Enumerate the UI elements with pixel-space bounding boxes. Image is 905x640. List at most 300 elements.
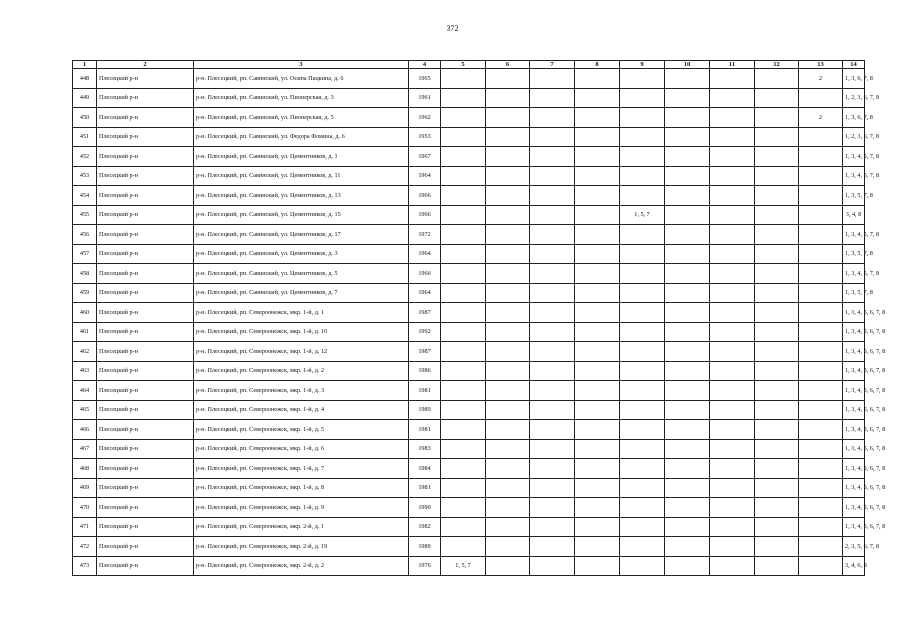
district-cell: Плесецкий р-н	[97, 127, 194, 147]
row-number: 448	[73, 69, 97, 89]
col12-cell	[755, 361, 799, 381]
col13-cell	[799, 556, 843, 576]
table-row	[73, 225, 865, 245]
col5-cell	[441, 88, 486, 108]
col7-cell	[530, 537, 575, 557]
col13-cell	[799, 88, 843, 108]
col11-cell	[710, 88, 755, 108]
year-cell: 1982	[409, 517, 441, 537]
row-number: 472	[73, 537, 97, 557]
col6-cell	[486, 381, 530, 401]
year-cell: 1953	[409, 127, 441, 147]
district-cell: Плесецкий р-н	[97, 147, 194, 167]
col8-cell	[575, 459, 620, 479]
col8-cell	[575, 127, 620, 147]
col8-cell	[575, 108, 620, 128]
col14-cell: 1, 3, 4, 5, 6, 7, 8	[843, 361, 865, 381]
col12-cell	[755, 400, 799, 420]
col8-cell	[575, 283, 620, 303]
col7-cell	[530, 205, 575, 225]
row-number: 473	[73, 556, 97, 576]
row-number: 471	[73, 517, 97, 537]
col12-cell	[755, 342, 799, 362]
row-number: 455	[73, 205, 97, 225]
col6-cell	[486, 517, 530, 537]
col7-cell	[530, 244, 575, 264]
col11-cell	[710, 283, 755, 303]
row-number: 466	[73, 420, 97, 440]
col13-cell	[799, 478, 843, 498]
table-row	[73, 108, 865, 128]
row-number: 457	[73, 244, 97, 264]
table-row	[73, 186, 865, 206]
col5-cell	[441, 361, 486, 381]
col12-cell	[755, 108, 799, 128]
col11-cell	[710, 342, 755, 362]
col8-cell	[575, 517, 620, 537]
column-header-8: 8	[575, 61, 620, 69]
col14-cell: 1, 3, 4, 5, 6, 7, 8	[843, 498, 865, 518]
address-cell: р-н. Плесецкий, рп. Савинский, ул. Цементников, д. 17	[194, 225, 409, 245]
address-cell: р-н. Плесецкий, рп. Североонежск, мкр. 1-й, д. 4	[194, 400, 409, 420]
col10-cell	[665, 166, 710, 186]
col7-cell	[530, 478, 575, 498]
col13-cell	[799, 186, 843, 206]
col9-cell	[620, 303, 665, 323]
col10-cell	[665, 517, 710, 537]
col13-cell	[799, 322, 843, 342]
col14-cell: 1, 3, 6, 7, 8	[843, 108, 865, 128]
col8-cell	[575, 186, 620, 206]
table-row	[73, 205, 865, 225]
col11-cell	[710, 498, 755, 518]
col9-cell	[620, 556, 665, 576]
col7-cell	[530, 127, 575, 147]
col11-cell	[710, 478, 755, 498]
address-cell: р-н. Плесецкий, рп. Савинский, ул. Цементников, д. 15	[194, 205, 409, 225]
col6-cell	[486, 556, 530, 576]
col11-cell	[710, 69, 755, 89]
col7-cell	[530, 283, 575, 303]
column-header-7: 7	[530, 61, 575, 69]
col10-cell	[665, 244, 710, 264]
col9-cell	[620, 381, 665, 401]
col13-cell	[799, 459, 843, 479]
col6-cell	[486, 400, 530, 420]
column-header-4: 4	[409, 61, 441, 69]
year-cell: 1981	[409, 478, 441, 498]
district-cell: Плесецкий р-н	[97, 537, 194, 557]
district-cell: Плесецкий р-н	[97, 244, 194, 264]
table-body	[73, 69, 886, 576]
col14-cell: 1, 2, 3, 6, 7, 8	[843, 88, 865, 108]
col9-cell	[620, 342, 665, 362]
col7-cell	[530, 166, 575, 186]
district-cell: Плесецкий р-н	[97, 517, 194, 537]
year-cell: 1972	[409, 225, 441, 245]
col11-cell	[710, 322, 755, 342]
col12-cell	[755, 186, 799, 206]
col14-cell: 1, 3, 4, 5, 6, 7, 8	[843, 400, 865, 420]
col9-cell	[620, 147, 665, 167]
row-number: 460	[73, 303, 97, 323]
col11-cell	[710, 127, 755, 147]
col12-cell	[755, 556, 799, 576]
table-row	[73, 303, 865, 323]
address-cell: р-н. Плесецкий, рп. Североонежск, мкр. 1-й, д. 10	[194, 322, 409, 342]
table-row	[73, 342, 865, 362]
col5-cell	[441, 166, 486, 186]
col8-cell	[575, 205, 620, 225]
col11-cell	[710, 166, 755, 186]
year-cell: 1962	[409, 108, 441, 128]
col13-cell	[799, 420, 843, 440]
address-cell: р-н. Плесецкий, рп. Североонежск, мкр. 2-й, д. 1	[194, 517, 409, 537]
col12-cell	[755, 205, 799, 225]
year-cell: 1983	[409, 439, 441, 459]
col9-cell	[620, 459, 665, 479]
col14-cell: 1, 3, 4, 5, 7, 8	[843, 166, 865, 186]
col14-cell: 2, 3, 5, 6, 7, 8	[843, 537, 865, 557]
district-cell: Плесецкий р-н	[97, 322, 194, 342]
col9-cell	[620, 322, 665, 342]
col11-cell	[710, 108, 755, 128]
col7-cell	[530, 439, 575, 459]
col6-cell	[486, 361, 530, 381]
table-row	[73, 420, 865, 440]
col5-cell: 1, 5, 7	[441, 556, 486, 576]
col13-cell	[799, 439, 843, 459]
col11-cell	[710, 381, 755, 401]
col8-cell	[575, 478, 620, 498]
table-row	[73, 537, 865, 557]
col14-cell: 1, 3, 4, 5, 6, 7, 8	[843, 322, 865, 342]
row-number: 470	[73, 498, 97, 518]
address-cell: р-н. Плесецкий, рп. Савинский, ул. Цементников, д. 5	[194, 264, 409, 284]
row-number: 467	[73, 439, 97, 459]
col12-cell	[755, 264, 799, 284]
col9-cell	[620, 88, 665, 108]
col10-cell	[665, 127, 710, 147]
column-header-9: 9	[620, 61, 665, 69]
col6-cell	[486, 264, 530, 284]
address-cell: р-н. Плесецкий, рп. Североонежск, мкр. 2-й, д. 2	[194, 556, 409, 576]
table-row	[73, 127, 865, 147]
col14-cell: 1, 3, 4, 5, 6, 7, 8	[843, 420, 865, 440]
address-cell: р-н. Плесецкий, рп. Североонежск, мкр. 1-й, д. 5	[194, 420, 409, 440]
col9-cell	[620, 439, 665, 459]
col7-cell	[530, 322, 575, 342]
col14-cell: 1, 3, 4, 5, 7, 8	[843, 264, 865, 284]
col12-cell	[755, 478, 799, 498]
table-row	[73, 498, 865, 518]
table-row	[73, 166, 865, 186]
col6-cell	[486, 283, 530, 303]
col14-cell: 1, 3, 4, 5, 6, 7, 8	[843, 381, 865, 401]
col11-cell	[710, 205, 755, 225]
col7-cell	[530, 381, 575, 401]
col5-cell	[441, 478, 486, 498]
row-number: 449	[73, 88, 97, 108]
col5-cell	[441, 205, 486, 225]
col13-cell	[799, 205, 843, 225]
year-cell: 1981	[409, 420, 441, 440]
col5-cell	[441, 439, 486, 459]
col8-cell	[575, 400, 620, 420]
col13-cell	[799, 303, 843, 323]
col12-cell	[755, 439, 799, 459]
column-header-11: 11	[710, 61, 755, 69]
col8-cell	[575, 166, 620, 186]
address-cell: р-н. Плесецкий, рп. Североонежск, мкр. 1-й, д. 8	[194, 478, 409, 498]
col8-cell	[575, 322, 620, 342]
col11-cell	[710, 400, 755, 420]
year-cell: 1964	[409, 283, 441, 303]
col12-cell	[755, 420, 799, 440]
col11-cell	[710, 361, 755, 381]
col10-cell	[665, 439, 710, 459]
table-row	[73, 69, 865, 89]
col12-cell	[755, 88, 799, 108]
year-cell: 1986	[409, 361, 441, 381]
address-cell: р-н. Плесецкий, рп. Североонежск, мкр. 1-й, д. 9	[194, 498, 409, 518]
column-header-12: 12	[755, 61, 799, 69]
table-row	[73, 264, 865, 284]
col7-cell	[530, 361, 575, 381]
col14-cell: 1, 3, 4, 5, 6, 7, 8	[843, 342, 865, 362]
col9-cell	[620, 400, 665, 420]
table-row	[73, 459, 865, 479]
col13-cell	[799, 264, 843, 284]
year-cell: 1966	[409, 264, 441, 284]
address-cell: р-н. Плесецкий, рп. Савинский, ул. Цементников, д. 3	[194, 244, 409, 264]
year-cell: 1961	[409, 88, 441, 108]
col8-cell	[575, 498, 620, 518]
col12-cell	[755, 459, 799, 479]
col11-cell	[710, 459, 755, 479]
col5-cell	[441, 127, 486, 147]
col6-cell	[486, 88, 530, 108]
col6-cell	[486, 439, 530, 459]
col10-cell	[665, 283, 710, 303]
column-header-5: 5	[441, 61, 486, 69]
col14-cell: 1, 3, 4, 5, 6, 7, 8	[843, 478, 865, 498]
col9-cell	[620, 537, 665, 557]
col13-cell	[799, 537, 843, 557]
col5-cell	[441, 420, 486, 440]
col10-cell	[665, 537, 710, 557]
district-cell: Плесецкий р-н	[97, 556, 194, 576]
table-row	[73, 439, 865, 459]
col10-cell	[665, 225, 710, 245]
col12-cell	[755, 244, 799, 264]
col12-cell	[755, 147, 799, 167]
col5-cell	[441, 147, 486, 167]
col6-cell	[486, 108, 530, 128]
district-cell: Плесецкий р-н	[97, 342, 194, 362]
col11-cell	[710, 556, 755, 576]
col12-cell	[755, 381, 799, 401]
column-header-14: 14	[843, 61, 865, 69]
col14-cell: 1, 3, 5, 7, 8	[843, 283, 865, 303]
col5-cell	[441, 303, 486, 323]
col14-cell: 1, 3, 4, 5, 6, 7, 8	[843, 439, 865, 459]
col10-cell	[665, 478, 710, 498]
row-number: 456	[73, 225, 97, 245]
col13-cell	[799, 342, 843, 362]
col5-cell	[441, 322, 486, 342]
col5-cell	[441, 381, 486, 401]
table-row	[73, 478, 865, 498]
col5-cell	[441, 225, 486, 245]
col13-cell	[799, 517, 843, 537]
column-header-10: 10	[665, 61, 710, 69]
col5-cell	[441, 459, 486, 479]
col10-cell	[665, 361, 710, 381]
address-cell: р-н. Плесецкий, рп. Савинский, ул. Цементников, д. 13	[194, 186, 409, 206]
col14-cell: 1, 2, 3, 6, 7, 8	[843, 127, 865, 147]
col6-cell	[486, 127, 530, 147]
col6-cell	[486, 244, 530, 264]
col13-cell	[799, 244, 843, 264]
year-cell: 1964	[409, 166, 441, 186]
district-cell: Плесецкий р-н	[97, 166, 194, 186]
col6-cell	[486, 498, 530, 518]
col11-cell	[710, 244, 755, 264]
col6-cell	[486, 537, 530, 557]
col13-cell	[799, 225, 843, 245]
col8-cell	[575, 264, 620, 284]
district-cell: Плесецкий р-н	[97, 225, 194, 245]
row-number: 453	[73, 166, 97, 186]
col12-cell	[755, 537, 799, 557]
col5-cell	[441, 69, 486, 89]
housing-register-table	[72, 60, 886, 576]
district-cell: Плесецкий р-н	[97, 283, 194, 303]
row-number: 454	[73, 186, 97, 206]
address-cell: р-н. Плесецкий, рп. Савинский, ул. Федора Фомина, д. 6	[194, 127, 409, 147]
col10-cell	[665, 88, 710, 108]
table-row	[73, 244, 865, 264]
col11-cell	[710, 264, 755, 284]
col6-cell	[486, 186, 530, 206]
col8-cell	[575, 420, 620, 440]
col10-cell	[665, 303, 710, 323]
address-cell: р-н. Плесецкий, рп. Североонежск, мкр. 1-й, д. 2	[194, 361, 409, 381]
col8-cell	[575, 303, 620, 323]
col11-cell	[710, 517, 755, 537]
col6-cell	[486, 478, 530, 498]
col9-cell	[620, 108, 665, 128]
col11-cell	[710, 537, 755, 557]
year-cell: 1976	[409, 556, 441, 576]
col10-cell	[665, 108, 710, 128]
col13-cell	[799, 498, 843, 518]
address-cell: р-н. Плесецкий, рп. Савинский, ул. Пионерская, д. 3	[194, 88, 409, 108]
col10-cell	[665, 420, 710, 440]
col6-cell	[486, 225, 530, 245]
col12-cell	[755, 322, 799, 342]
col7-cell	[530, 498, 575, 518]
district-cell: Плесецкий р-н	[97, 498, 194, 518]
col9-cell	[620, 361, 665, 381]
column-header-3: 3	[194, 61, 409, 69]
row-number: 464	[73, 381, 97, 401]
table-row	[73, 517, 865, 537]
district-cell: Плесецкий р-н	[97, 439, 194, 459]
col9-cell	[620, 127, 665, 147]
col5-cell	[441, 283, 486, 303]
col13-cell	[799, 166, 843, 186]
col14-cell: 1, 3, 4, 5, 6, 7, 8	[843, 303, 865, 323]
col9-cell	[620, 478, 665, 498]
col9-cell	[620, 517, 665, 537]
col10-cell	[665, 498, 710, 518]
col7-cell	[530, 303, 575, 323]
col9-cell: 1, 5, 7	[620, 205, 665, 225]
row-number: 452	[73, 147, 97, 167]
col6-cell	[486, 342, 530, 362]
col11-cell	[710, 439, 755, 459]
col9-cell	[620, 186, 665, 206]
col10-cell	[665, 459, 710, 479]
table-row	[73, 556, 865, 576]
col12-cell	[755, 498, 799, 518]
col10-cell	[665, 186, 710, 206]
col5-cell	[441, 400, 486, 420]
address-cell: р-н. Плесецкий, рп. Североонежск, мкр. 1-й, д. 7	[194, 459, 409, 479]
column-header-13: 13	[799, 61, 843, 69]
row-number: 462	[73, 342, 97, 362]
col14-cell: 1, 3, 6, 7, 8	[843, 69, 865, 89]
col8-cell	[575, 381, 620, 401]
address-cell: р-н. Плесецкий, рп. Североонежск, мкр. 1-й, д. 12	[194, 342, 409, 362]
table-row	[73, 283, 865, 303]
col13-cell	[799, 127, 843, 147]
col10-cell	[665, 147, 710, 167]
col14-cell: 1, 3, 4, 5, 6, 7, 8	[843, 517, 865, 537]
col10-cell	[665, 556, 710, 576]
col14-cell: 1, 3, 4, 5, 7, 8	[843, 147, 865, 167]
district-cell: Плесецкий р-н	[97, 186, 194, 206]
col9-cell	[620, 225, 665, 245]
year-cell: 1981	[409, 381, 441, 401]
table-row	[73, 147, 865, 167]
col6-cell	[486, 322, 530, 342]
col8-cell	[575, 69, 620, 89]
district-cell: Плесецкий р-н	[97, 205, 194, 225]
col12-cell	[755, 303, 799, 323]
col9-cell	[620, 244, 665, 264]
row-number: 451	[73, 127, 97, 147]
col7-cell	[530, 342, 575, 362]
col7-cell	[530, 459, 575, 479]
address-cell: р-н. Плесецкий, рп. Североонежск, мкр. 1-й, д. 6	[194, 439, 409, 459]
col9-cell	[620, 264, 665, 284]
col11-cell	[710, 303, 755, 323]
col5-cell	[441, 186, 486, 206]
col13-cell	[799, 361, 843, 381]
address-cell: р-н. Плесецкий, рп. Савинский, ул. Цементников, д. 7	[194, 283, 409, 303]
header-row	[73, 61, 865, 69]
col14-cell: 1, 3, 5, 7, 8	[843, 244, 865, 264]
row-number: 450	[73, 108, 97, 128]
address-cell: р-н. Плесецкий, рп. Североонежск, мкр. 1-й, д. 1	[194, 303, 409, 323]
address-cell: р-н. Плесецкий, рп. Савинский, ул. Цементников, д. 1	[194, 147, 409, 167]
year-cell: 1965	[409, 69, 441, 89]
col6-cell	[486, 303, 530, 323]
row-number: 468	[73, 459, 97, 479]
